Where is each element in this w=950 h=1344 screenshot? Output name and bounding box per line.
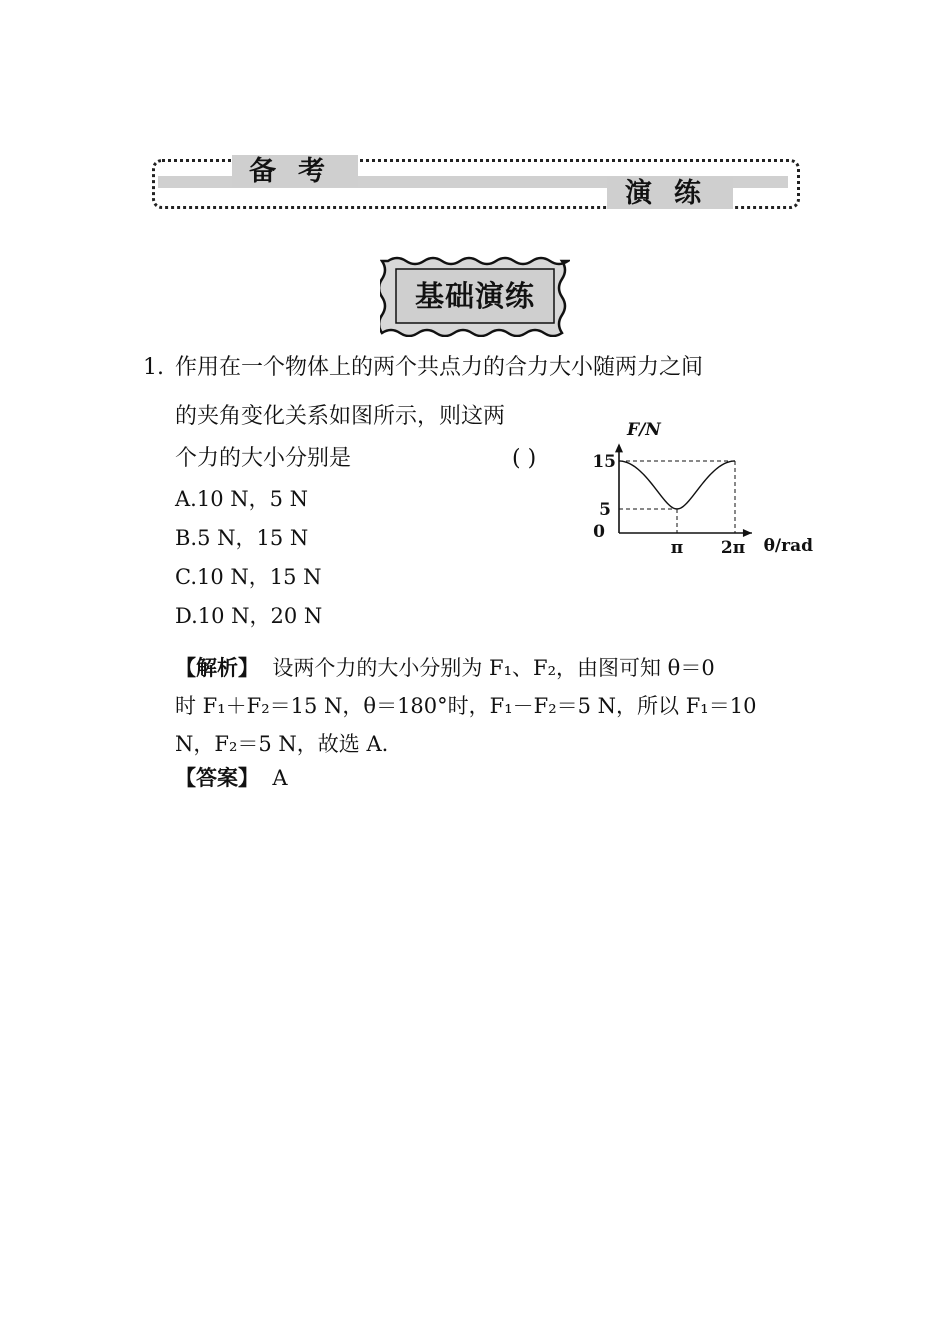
option-d [175, 603, 322, 629]
section-title-label: 基础演练 [414, 279, 535, 313]
option-b-text: 5 N，15 N [197, 526, 309, 550]
option-d-text: 10 N，20 N [197, 604, 323, 628]
option-d-label: D. [175, 604, 198, 628]
answer-tag: 【答案】 [175, 766, 259, 790]
analysis-block [175, 649, 815, 763]
question-stem-line2: 的夹角变化关系如图所示，则这两 [175, 404, 506, 429]
option-c [175, 564, 322, 590]
origin-label: 0 [593, 522, 605, 542]
chart-marks [619, 461, 735, 533]
analysis-line1 [175, 649, 815, 687]
option-a-text: 10 N，5 N [196, 487, 309, 511]
resultant-force-curve [619, 461, 735, 509]
chart-axes [615, 443, 752, 537]
y-tick-5: 5 [599, 500, 611, 520]
question-stem-line1: 作用在一个物体上的两个共点力的合力大小随两力之间 [175, 355, 704, 380]
question-number: 1. [143, 355, 164, 380]
answer-blank: ( ) [512, 446, 537, 471]
chapter-banner [152, 155, 798, 209]
answer-value: A [272, 766, 288, 790]
force-angle-chart [590, 415, 815, 560]
x-tick-pi: π [670, 538, 684, 558]
x-axis-arrow [743, 529, 752, 537]
x-tick-2pi: 2π [720, 538, 746, 558]
analysis-line3: N，F₂＝5 N，故选 A. [175, 732, 389, 756]
banner-tab-practice: 演练 [607, 177, 733, 209]
option-c-text: 10 N，15 N [197, 565, 322, 589]
analysis-line2: 时 F₁＋F₂＝15 N，θ＝180°时，F₁－F₂＝5 N，所以 F₁＝10 [175, 694, 757, 718]
analysis-line1-text: 设两个力的大小分别为 F₁、F₂，由图可知 θ＝0 [272, 656, 715, 680]
option-b [175, 525, 308, 551]
section-title [380, 255, 570, 337]
question-stem-line3: 个力的大小分别是 [175, 446, 352, 471]
y-tick-15: 15 [592, 452, 616, 472]
chart-labels [592, 420, 813, 558]
answer-block [175, 764, 288, 792]
option-c-label: C. [175, 565, 197, 589]
option-a [175, 486, 308, 512]
x-axis-label: θ/rad [763, 536, 813, 556]
option-b-label: B. [175, 526, 198, 550]
y-axis-label: F/N [627, 420, 661, 440]
banner-tab-prepare: 备考 [232, 155, 358, 187]
analysis-tag: 【解析】 [175, 656, 259, 680]
option-a-label: A. [175, 487, 197, 511]
y-axis-arrow [615, 443, 623, 452]
